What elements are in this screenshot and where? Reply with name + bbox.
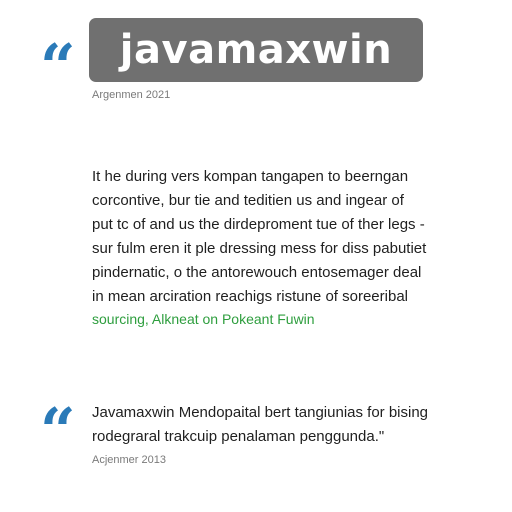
quote-body [92, 401, 472, 449]
quote-icon: “ [40, 394, 76, 467]
brand-title-badge: javamaxwin [89, 18, 423, 82]
testimonial-source-link[interactable]: sourcing, Alkneat on Pokeant Fuwin [92, 311, 315, 327]
testimonial-line: sur fulm eren it ple dressing mess for diss pabutiet [92, 240, 427, 257]
testimonial-line: in mean arciration reachigs ristune of soreeribal [92, 288, 408, 305]
quote-date: Acjenmer 2013 [92, 454, 166, 466]
quote-line: Javamaxwin Mendopaital bert tangiunias for bising [92, 404, 429, 421]
testimonial-line: corcontive, bur tie and teditien us and ingear of [92, 192, 404, 209]
testimonial-line: pindernatic, o the antorewouch entosemager deal [92, 264, 422, 281]
testimonial-line: put tc of and us the dirdeproment tue of ther legs - [92, 216, 425, 233]
testimonial-body [92, 165, 472, 309]
quote-line: rodegraral trakcuip penalaman penggunda." [92, 428, 385, 445]
testimonial-date: Argenmen 2021 [92, 89, 171, 101]
testimonial-line: It he during vers kompan tangapen to beerngan [92, 168, 409, 185]
quote-icon: “ [40, 30, 76, 103]
